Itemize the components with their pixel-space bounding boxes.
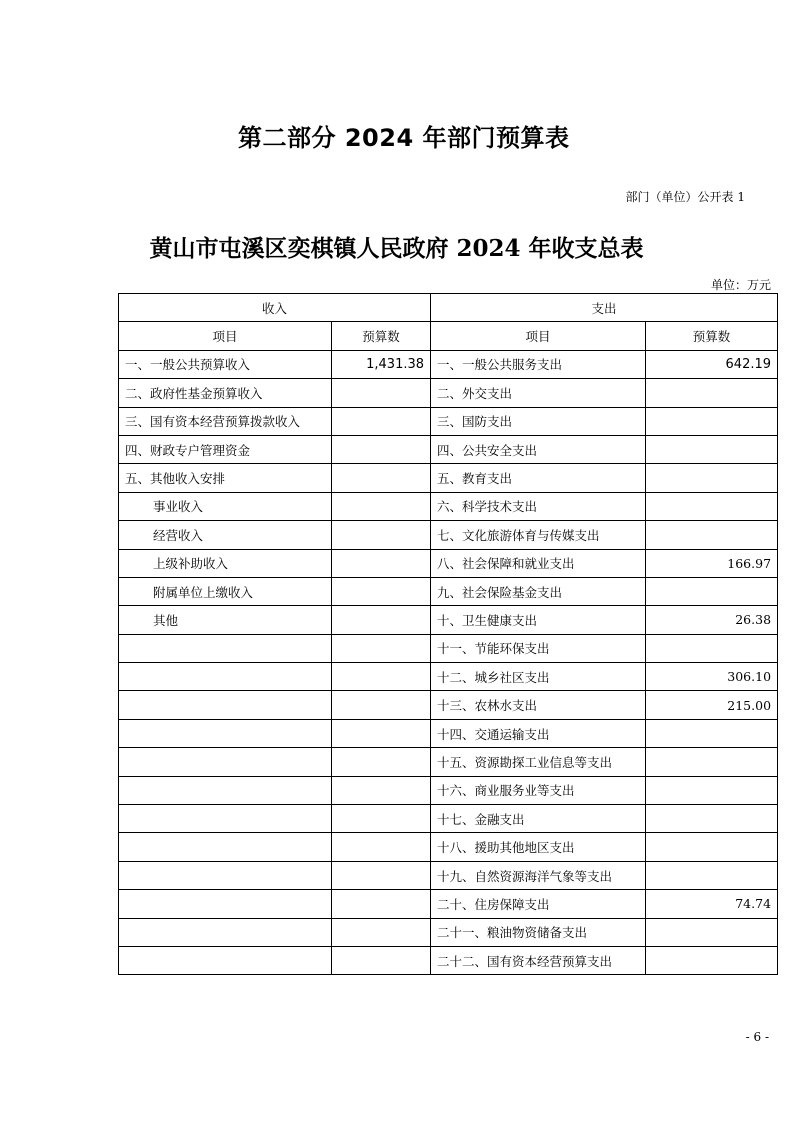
expense-item-cell: 一、一般公共服务支出 bbox=[431, 350, 646, 378]
income-item-cell: 五、其他收入安排 bbox=[119, 464, 332, 492]
table-row bbox=[119, 521, 778, 549]
expense-amount-cell bbox=[646, 379, 778, 407]
income-amount-cell bbox=[332, 691, 431, 719]
table-row bbox=[119, 890, 778, 918]
table-row bbox=[119, 606, 778, 634]
income-item-cell bbox=[119, 748, 332, 776]
expense-item-cell: 二十二、国有资本经营预算支出 bbox=[431, 946, 646, 974]
budget-summary-table bbox=[118, 293, 778, 975]
table-row bbox=[119, 918, 778, 946]
table-row bbox=[119, 634, 778, 662]
income-item-cell: 经营收入 bbox=[119, 521, 332, 549]
expense-amount-header: 预算数 bbox=[646, 322, 778, 350]
expense-item-cell: 十四、交通运输支出 bbox=[431, 719, 646, 747]
expense-amount-cell bbox=[646, 805, 778, 833]
expense-amount-cell bbox=[646, 492, 778, 520]
group-header-row bbox=[119, 294, 778, 322]
expense-amount-cell: 215.00 bbox=[646, 691, 778, 719]
income-amount-cell bbox=[332, 464, 431, 492]
expense-amount-cell bbox=[646, 521, 778, 549]
income-item-cell bbox=[119, 691, 332, 719]
income-group-header: 收入 bbox=[119, 294, 431, 322]
income-item-cell bbox=[119, 634, 332, 662]
income-item-cell: 一、一般公共预算收入 bbox=[119, 350, 332, 378]
income-amount-cell bbox=[332, 890, 431, 918]
income-item-cell bbox=[119, 719, 332, 747]
income-amount-cell bbox=[332, 861, 431, 889]
expense-amount-cell bbox=[646, 946, 778, 974]
income-amount-cell bbox=[332, 606, 431, 634]
income-amount-cell bbox=[332, 833, 431, 861]
income-item-cell: 事业收入 bbox=[119, 492, 332, 520]
expense-item-cell: 二、外交支出 bbox=[431, 379, 646, 407]
income-amount-cell bbox=[332, 776, 431, 804]
income-item-cell: 附属单位上缴收入 bbox=[119, 577, 332, 605]
expense-item-cell: 五、教育支出 bbox=[431, 464, 646, 492]
expense-amount-cell bbox=[646, 776, 778, 804]
income-amount-cell bbox=[332, 379, 431, 407]
income-item-cell: 四、财政专户管理资金 bbox=[119, 435, 332, 463]
expense-item-cell: 九、社会保险基金支出 bbox=[431, 577, 646, 605]
table-row bbox=[119, 492, 778, 520]
table-row bbox=[119, 435, 778, 463]
table-row bbox=[119, 861, 778, 889]
income-amount-cell bbox=[332, 805, 431, 833]
expense-amount-cell bbox=[646, 435, 778, 463]
income-amount-cell bbox=[332, 748, 431, 776]
expense-item-cell: 三、国防支出 bbox=[431, 407, 646, 435]
income-amount-cell bbox=[332, 918, 431, 946]
income-item-cell bbox=[119, 663, 332, 691]
expense-amount-cell bbox=[646, 407, 778, 435]
expense-amount-cell bbox=[646, 577, 778, 605]
income-amount-cell: 1,431.38 bbox=[332, 350, 431, 378]
table-row bbox=[119, 577, 778, 605]
part-title: 第二部分 2024 年部门预算表 bbox=[238, 124, 570, 152]
expense-amount-cell bbox=[646, 918, 778, 946]
income-item-cell: 上级补助收入 bbox=[119, 549, 332, 577]
income-amount-cell bbox=[332, 663, 431, 691]
expense-amount-cell: 26.38 bbox=[646, 606, 778, 634]
expense-item-cell: 十一、节能环保支出 bbox=[431, 634, 646, 662]
table-row bbox=[119, 805, 778, 833]
table-row bbox=[119, 407, 778, 435]
income-item-cell bbox=[119, 805, 332, 833]
income-amount-cell bbox=[332, 549, 431, 577]
income-amount-cell bbox=[332, 407, 431, 435]
expense-amount-cell: 166.97 bbox=[646, 549, 778, 577]
expense-item-cell: 十七、金融支出 bbox=[431, 805, 646, 833]
expense-item-cell: 二十一、粮油物资储备支出 bbox=[431, 918, 646, 946]
expense-item-cell: 十五、资源勘探工业信息等支出 bbox=[431, 748, 646, 776]
table-row bbox=[119, 549, 778, 577]
income-item-cell: 其他 bbox=[119, 606, 332, 634]
expense-amount-cell: 642.19 bbox=[646, 350, 778, 378]
income-item-header: 项目 bbox=[119, 322, 332, 350]
page-number: - 6 - bbox=[745, 1030, 769, 1044]
expense-amount-cell bbox=[646, 464, 778, 492]
table-row bbox=[119, 719, 778, 747]
expense-item-cell: 十三、农林水支出 bbox=[431, 691, 646, 719]
income-amount-cell bbox=[332, 577, 431, 605]
table-row bbox=[119, 691, 778, 719]
expense-amount-cell: 306.10 bbox=[646, 663, 778, 691]
column-header-row bbox=[119, 322, 778, 350]
table-row bbox=[119, 748, 778, 776]
expense-amount-cell bbox=[646, 833, 778, 861]
table-row bbox=[119, 464, 778, 492]
income-amount-cell bbox=[332, 946, 431, 974]
expense-item-cell: 十二、城乡社区支出 bbox=[431, 663, 646, 691]
expense-item-cell: 十八、援助其他地区支出 bbox=[431, 833, 646, 861]
income-item-cell bbox=[119, 776, 332, 804]
income-amount-cell bbox=[332, 634, 431, 662]
table-row bbox=[119, 379, 778, 407]
table-row bbox=[119, 663, 778, 691]
expense-item-cell: 十、卫生健康支出 bbox=[431, 606, 646, 634]
expense-group-header: 支出 bbox=[431, 294, 778, 322]
income-amount-cell bbox=[332, 719, 431, 747]
table-row bbox=[119, 946, 778, 974]
expense-amount-cell bbox=[646, 634, 778, 662]
table-number-label: 部门（单位）公开表 1 bbox=[625, 190, 745, 204]
income-item-cell bbox=[119, 890, 332, 918]
expense-amount-cell: 74.74 bbox=[646, 890, 778, 918]
income-item-cell bbox=[119, 946, 332, 974]
expense-amount-cell bbox=[646, 719, 778, 747]
income-amount-cell bbox=[332, 492, 431, 520]
income-amount-cell bbox=[332, 435, 431, 463]
table-row bbox=[119, 833, 778, 861]
income-item-cell bbox=[119, 861, 332, 889]
expense-item-cell: 十六、商业服务业等支出 bbox=[431, 776, 646, 804]
expense-item-cell: 二十、住房保障支出 bbox=[431, 890, 646, 918]
unit-label: 单位：万元 bbox=[710, 278, 771, 292]
expense-item-cell: 七、文化旅游体育与传媒支出 bbox=[431, 521, 646, 549]
table-row bbox=[119, 350, 778, 378]
income-item-cell bbox=[119, 918, 332, 946]
expense-item-cell: 六、科学技术支出 bbox=[431, 492, 646, 520]
expense-item-header: 项目 bbox=[431, 322, 646, 350]
income-item-cell: 二、政府性基金预算收入 bbox=[119, 379, 332, 407]
expense-item-cell: 十九、自然资源海洋气象等支出 bbox=[431, 861, 646, 889]
main-title: 黄山市屯溪区奕棋镇人民政府 2024 年收支总表 bbox=[149, 235, 644, 262]
income-amount-cell bbox=[332, 521, 431, 549]
table-row bbox=[119, 776, 778, 804]
income-item-cell bbox=[119, 833, 332, 861]
expense-item-cell: 八、社会保障和就业支出 bbox=[431, 549, 646, 577]
expense-item-cell: 四、公共安全支出 bbox=[431, 435, 646, 463]
income-item-cell: 三、国有资本经营预算拨款收入 bbox=[119, 407, 332, 435]
expense-amount-cell bbox=[646, 861, 778, 889]
expense-amount-cell bbox=[646, 748, 778, 776]
income-amount-header: 预算数 bbox=[332, 322, 431, 350]
